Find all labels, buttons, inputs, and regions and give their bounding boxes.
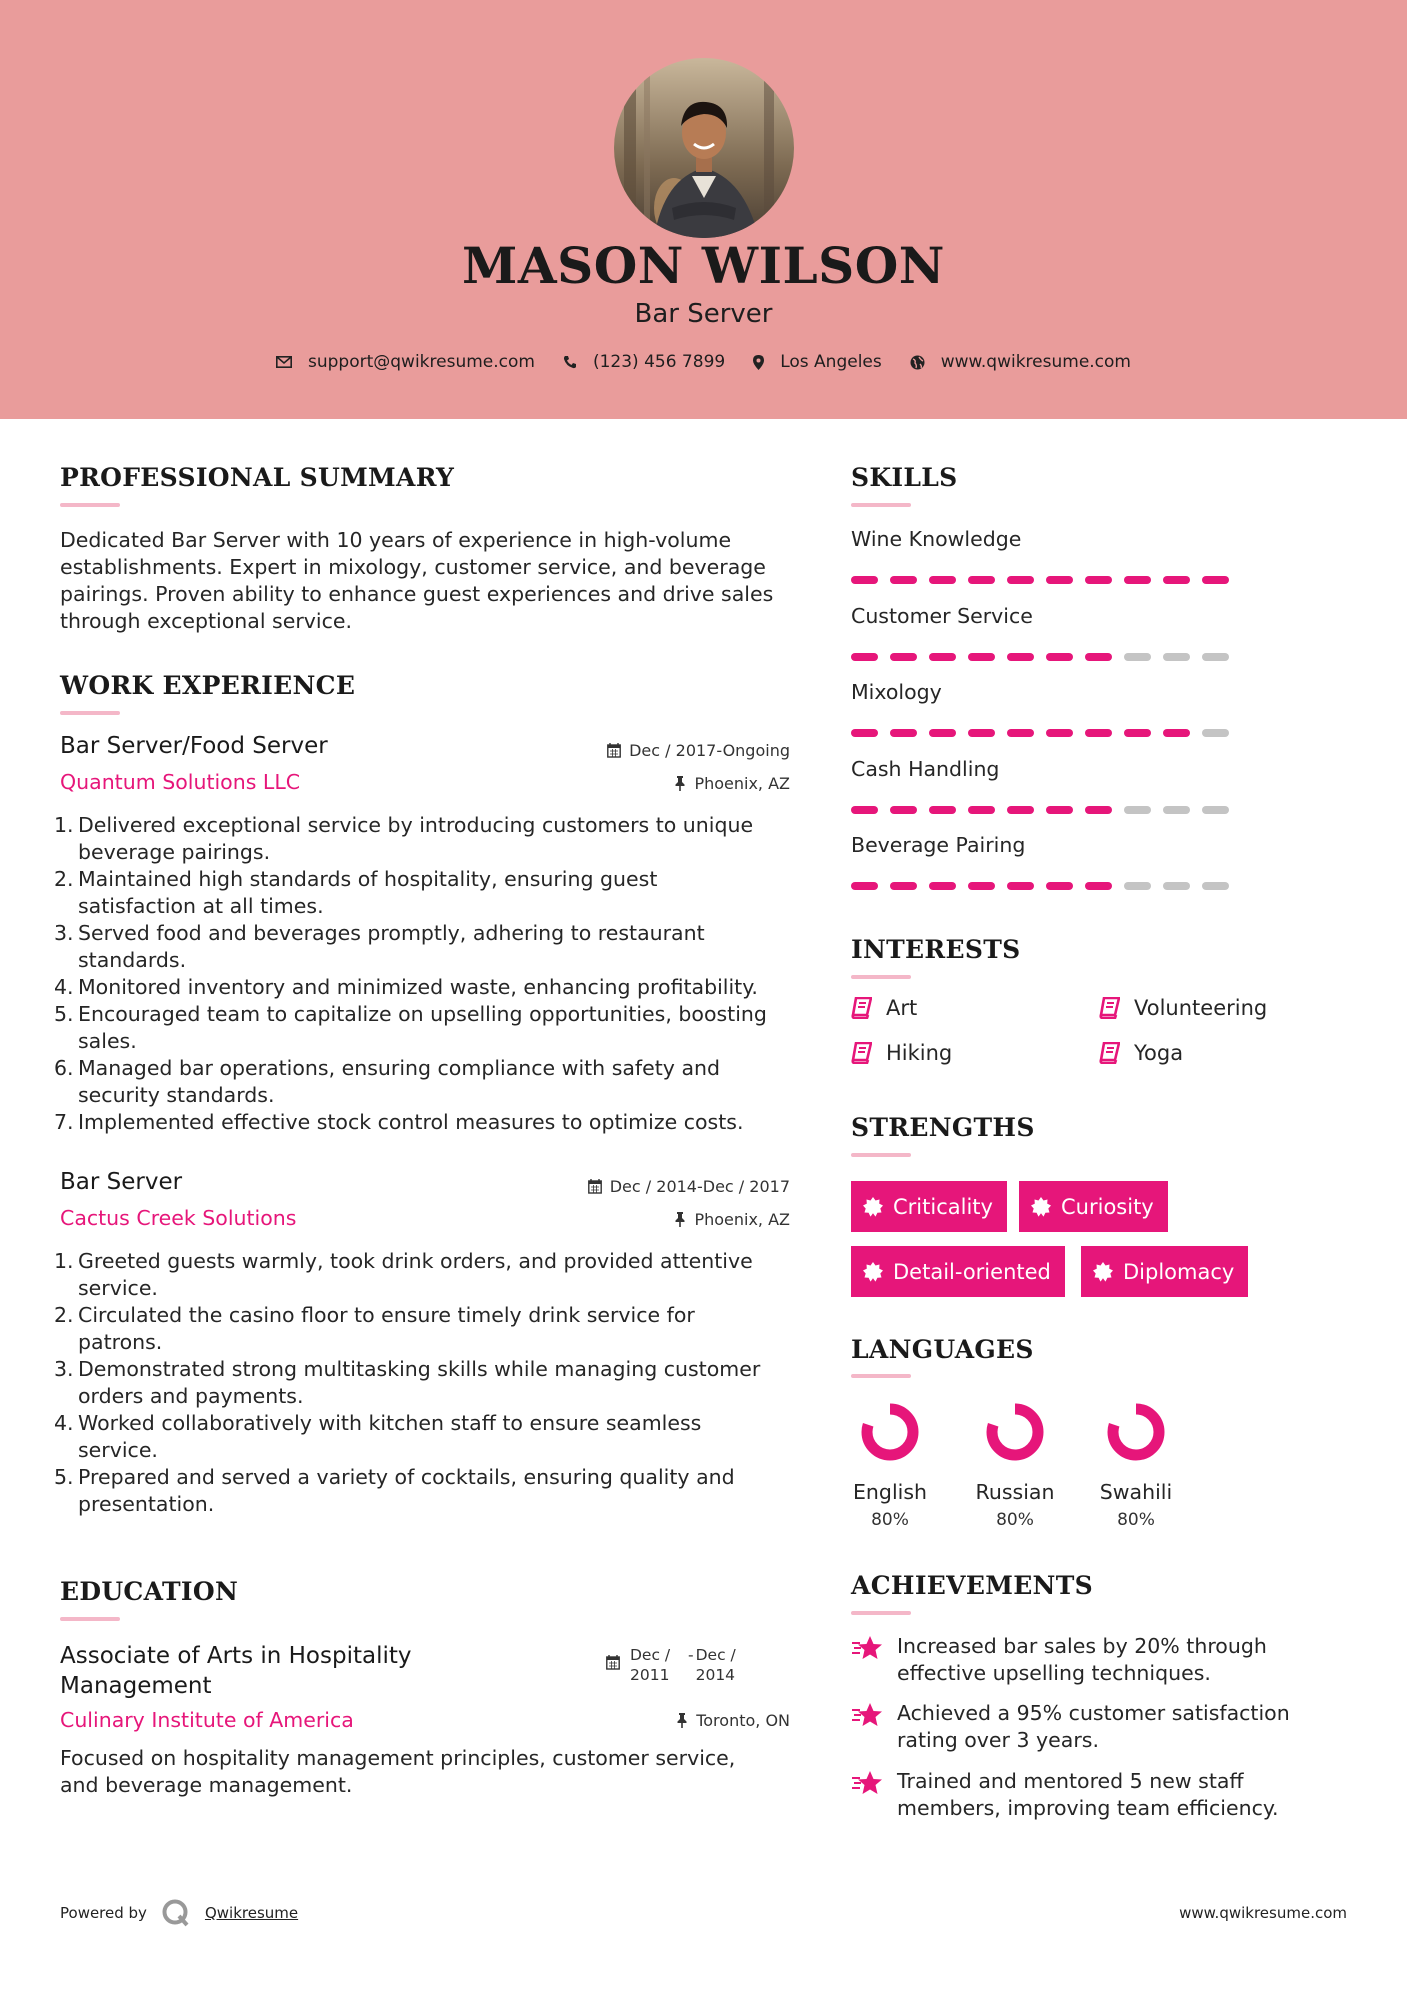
achievements-heading-underline — [851, 1611, 911, 1615]
job-location-text: Phoenix, AZ — [694, 774, 790, 793]
badge-icon — [863, 1197, 883, 1217]
skill-level-meter — [851, 653, 1241, 661]
list-item: 1. Delivered exceptional service by introducing customers to unique beverage pairings. — [54, 813, 754, 864]
skill-dash-filled — [1085, 806, 1112, 814]
language-item — [840, 1400, 940, 1530]
skill-dash-filled — [929, 576, 956, 584]
skill-dash-filled — [1046, 806, 1073, 814]
education-entry — [60, 1641, 790, 1801]
calendar-icon — [607, 743, 621, 758]
candidate-name: MASON WILSON — [462, 236, 945, 295]
pushpin-icon — [674, 776, 686, 791]
education-school: Culinary Institute of America — [60, 1708, 354, 1732]
skill-dash-filled — [1085, 653, 1112, 661]
skill-dash-empty — [1202, 806, 1229, 814]
job-responsibilities — [54, 812, 790, 1136]
footer-powered-by — [60, 1898, 298, 1928]
education-end-date: Dec / 2014 — [695, 1646, 736, 1684]
skill-dash-filled — [851, 576, 878, 584]
education-start-date: Dec / 2011 — [630, 1646, 671, 1684]
qwikresume-logo-icon — [161, 1898, 191, 1928]
skill-dash-filled — [929, 729, 956, 737]
powered-by-label: Powered by — [60, 1904, 147, 1922]
skill-dash-filled — [968, 882, 995, 890]
education-heading-underline — [60, 1617, 120, 1621]
contact-phone-text: (123) 456 7899 — [592, 352, 726, 372]
calendar-icon — [588, 1179, 602, 1194]
summary-heading: PROFESSIONAL SUMMARY — [60, 463, 455, 492]
skill-dash-filled — [968, 576, 995, 584]
interest-item: Yoga — [1099, 1041, 1183, 1065]
strengths-heading: STRENGTHS — [851, 1113, 1035, 1142]
skill-level-meter — [851, 729, 1241, 737]
interest-item: Hiking — [851, 1041, 952, 1065]
pushpin-icon — [676, 1713, 688, 1728]
skill-dash-filled — [1046, 576, 1073, 584]
badge-icon — [1031, 1197, 1051, 1217]
achievement-item: Trained and mentored 5 new staff members, improving team efficiency. — [851, 1768, 1321, 1822]
skill-dash-filled — [1124, 576, 1151, 584]
interests-heading-underline — [851, 975, 911, 979]
skill-dash-filled — [890, 729, 917, 737]
strength-tag: Curiosity — [1019, 1181, 1168, 1232]
job-date — [588, 1177, 790, 1196]
skill-name: Wine Knowledge — [851, 527, 1022, 551]
skill-dash-filled — [1124, 729, 1151, 737]
skill-name: Mixology — [851, 680, 942, 704]
skill-dash-filled — [1007, 653, 1034, 661]
summary-line: Dedicated Bar Server with 10 years of experience in high-volume — [60, 528, 732, 552]
footer-url[interactable]: www.qwikresume.com — [1179, 1904, 1347, 1922]
job-title: Bar Server — [60, 1169, 183, 1195]
skill-level-meter — [851, 576, 1241, 584]
skill-dash-filled — [1202, 576, 1229, 584]
skill-dash-filled — [851, 806, 878, 814]
contact-email[interactable] — [276, 352, 535, 372]
skill-dash-empty — [1202, 729, 1229, 737]
summary-line: establishments. Expert in mixology, customer service, and beverage — [60, 555, 766, 579]
pushpin-icon — [674, 1212, 686, 1227]
languages-heading-underline — [851, 1374, 911, 1378]
language-item — [965, 1400, 1065, 1530]
language-ring-arc — [1113, 1409, 1159, 1455]
language-ring-arc — [992, 1409, 1038, 1455]
skill-dash-filled — [1007, 576, 1034, 584]
skill-dash-filled — [1085, 882, 1112, 890]
globe-icon — [910, 355, 925, 370]
skill-dash-empty — [1202, 882, 1229, 890]
job-title: Bar Server/Food Server — [60, 733, 328, 759]
book-icon — [1099, 997, 1120, 1019]
languages-heading: LANGUAGES — [851, 1335, 1034, 1364]
language-ring-gauge — [965, 1400, 1065, 1464]
brand-link[interactable]: Qwikresume — [204, 1904, 299, 1922]
contact-website[interactable] — [910, 352, 1131, 372]
skill-dash-filled — [968, 653, 995, 661]
star-icon — [851, 1702, 883, 1728]
skill-dash-filled — [1007, 882, 1034, 890]
job-company: Quantum Solutions LLC — [60, 770, 301, 794]
list-item: 4. Monitored inventory and minimized waste, enhancing profitability. — [54, 975, 758, 999]
summary-text — [60, 527, 800, 635]
skill-name: Cash Handling — [851, 756, 1000, 781]
interests-heading: INTERESTS — [851, 935, 1021, 964]
education-heading: EDUCATION — [60, 1577, 239, 1606]
badge-icon — [1093, 1262, 1113, 1282]
skill-dash-filled — [1163, 729, 1190, 737]
language-ring-gauge — [1086, 1400, 1186, 1464]
skill-dash-filled — [968, 806, 995, 814]
calendar-icon — [606, 1655, 620, 1670]
education-description: Focused on hospitality management principles, customer service, and beverage management. — [60, 1746, 736, 1797]
list-item: 2. Circulated the casino floor to ensure timely drink service for patrons. — [54, 1303, 695, 1354]
avatar — [614, 58, 794, 238]
language-name: Russian — [975, 1480, 1055, 1504]
location-pin-icon — [753, 355, 764, 370]
achievement-item: Increased bar sales by 20% through effective upselling techniques. — [851, 1633, 1321, 1687]
skill-dash-empty — [1124, 882, 1151, 890]
job-date-text: Dec / 2017-Ongoing — [629, 741, 790, 760]
skill-dash-filled — [890, 882, 917, 890]
contact-bar — [0, 352, 1407, 372]
skills-heading: SKILLS — [851, 463, 958, 492]
strength-tag: Diplomacy — [1081, 1246, 1248, 1297]
star-icon — [851, 1770, 883, 1796]
language-ring-arc — [867, 1409, 913, 1455]
language-percent: 80% — [996, 1510, 1034, 1530]
skill-dash-empty — [1124, 806, 1151, 814]
summary-line: through exceptional service. — [60, 609, 352, 633]
skill-dash-filled — [890, 653, 917, 661]
skill-dash-filled — [851, 882, 878, 890]
summary-line: pairings. Proven ability to enhance guest experiences and drive sales — [60, 582, 774, 606]
interest-item: Volunteering — [1099, 996, 1267, 1020]
skill-dash-filled — [1007, 729, 1034, 737]
skill-level-meter — [851, 882, 1241, 890]
experience-heading: WORK EXPERIENCE — [60, 671, 356, 700]
skill-dash-filled — [1046, 729, 1073, 737]
star-icon — [851, 1635, 883, 1661]
contact-email-text: support@qwikresume.com — [308, 352, 535, 372]
contact-location-text: Los Angeles — [780, 352, 882, 372]
list-item: 7. Implemented effective stock control measures to optimize costs. — [54, 1110, 744, 1134]
skill-dash-empty — [1202, 653, 1229, 661]
skill-name: Beverage Pairing — [851, 833, 1026, 857]
skill-dash-filled — [1085, 576, 1112, 584]
job-date-text: Dec / 2014-Dec / 2017 — [609, 1177, 790, 1196]
skill-dash-empty — [1163, 882, 1190, 890]
education-location — [676, 1711, 790, 1730]
job-responsibilities — [54, 1248, 790, 1518]
interest-item: Art — [851, 996, 917, 1020]
skill-level-meter — [851, 806, 1241, 814]
job-company: Cactus Creek Solutions — [60, 1206, 297, 1230]
job-entry — [60, 1169, 790, 1229]
badge-icon — [863, 1262, 883, 1282]
skills-heading-underline — [851, 503, 911, 507]
skill-dash-filled — [851, 729, 878, 737]
book-icon — [851, 1042, 872, 1064]
skill-name: Customer Service — [851, 603, 1033, 628]
skill-dash-filled — [1046, 653, 1073, 661]
list-item: 5. Encouraged team to capitalize on upselling opportunities, boosting sales. — [54, 1002, 767, 1053]
skill-dash-filled — [929, 653, 956, 661]
skill-dash-filled — [1046, 882, 1073, 890]
list-item: 6. Managed bar operations, ensuring compliance with safety and security standards. — [54, 1056, 721, 1107]
education-location-text: Toronto, ON — [696, 1711, 790, 1730]
book-icon — [1099, 1042, 1120, 1064]
list-item: 3. Demonstrated strong multitasking skills while managing customer orders and payments. — [54, 1357, 761, 1408]
achievements-heading: ACHIEVEMENTS — [851, 1571, 1093, 1600]
experience-heading-underline — [60, 711, 120, 715]
job-location — [674, 774, 790, 793]
contact-location — [753, 352, 882, 372]
skill-dash-filled — [1085, 729, 1112, 737]
skill-dash-filled — [929, 882, 956, 890]
education-dates: Dec / 2011 - Dec / 2014 — [606, 1645, 736, 1685]
skill-dash-filled — [851, 653, 878, 661]
language-ring-gauge — [840, 1400, 940, 1464]
skill-dash-filled — [890, 806, 917, 814]
skill-dash-empty — [1163, 653, 1190, 661]
language-item — [1086, 1400, 1186, 1530]
candidate-role: Bar Server — [634, 299, 773, 329]
strength-tag: Detail-oriented — [851, 1246, 1065, 1297]
job-location — [674, 1210, 790, 1229]
contact-website-text: www.qwikresume.com — [940, 352, 1131, 372]
phone-icon — [563, 355, 577, 369]
book-icon — [851, 997, 872, 1019]
strengths-heading-underline — [851, 1153, 911, 1157]
job-date — [607, 741, 790, 760]
job-location-text: Phoenix, AZ — [694, 1210, 790, 1229]
language-name: English — [852, 1480, 928, 1504]
list-item: 3. Served food and beverages promptly, adhering to restaurant standards. — [54, 921, 705, 972]
header-banner — [0, 0, 1407, 419]
language-name: Swahili — [1099, 1480, 1173, 1504]
strength-tag: Criticality — [851, 1181, 1007, 1232]
list-item: 2. Maintained high standards of hospitality, ensuring guest satisfaction at all times. — [54, 867, 658, 918]
skill-dash-filled — [890, 576, 917, 584]
skill-dash-filled — [968, 729, 995, 737]
list-item: 5. Prepared and served a variety of cocktails, ensuring quality and presentation. — [54, 1465, 735, 1516]
skill-dash-filled — [1163, 576, 1190, 584]
summary-heading-underline — [60, 503, 120, 507]
achievement-item: Achieved a 95% customer satisfaction rating over 3 years. — [851, 1700, 1321, 1754]
envelope-icon — [276, 356, 292, 368]
skill-dash-empty — [1163, 806, 1190, 814]
list-item: 1. Greeted guests warmly, took drink orders, and provided attentive service. — [54, 1249, 753, 1300]
list-item: 4. Worked collaboratively with kitchen staff to ensure seamless service. — [54, 1411, 702, 1462]
skill-dash-filled — [1007, 806, 1034, 814]
skill-dash-filled — [929, 806, 956, 814]
skill-dash-empty — [1124, 653, 1151, 661]
language-percent: 80% — [1117, 1510, 1155, 1530]
contact-phone[interactable] — [563, 352, 725, 372]
degree-title: Associate of Arts in Hospitality Management — [60, 1643, 412, 1699]
language-percent: 80% — [871, 1510, 909, 1530]
